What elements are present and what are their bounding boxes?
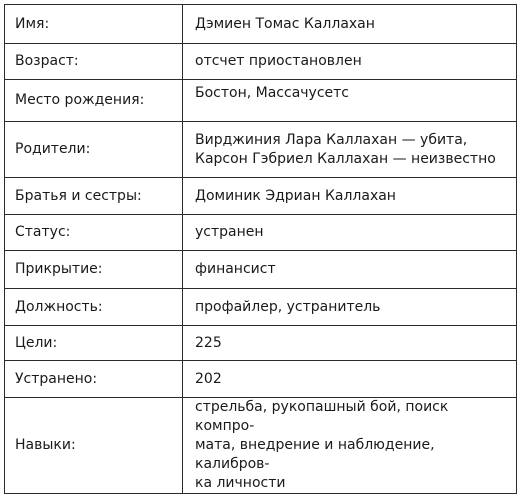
value-line: Бостон, Массачусетс [195,85,349,101]
value-line: 225 [195,334,222,351]
row-label-skills: Навыки: [5,398,183,494]
row-label-position: Должность: [5,289,183,326]
row-label-name: Имя: [5,5,183,44]
row-label-status: Статус: [5,215,183,251]
row-value-siblings [183,178,517,215]
row-label-parents: Родители: [5,122,183,178]
table-row [5,326,517,361]
row-label-age: Возраст: [5,44,183,80]
table-row [5,80,517,122]
value-line: Доминик Эдриан Каллахан [195,187,396,204]
table-row [5,251,517,289]
table-row [5,122,517,178]
table-row [5,44,517,80]
table-row [5,215,517,251]
value-line: 202 [195,370,222,387]
row-label-targets: Цели: [5,326,183,361]
row-label-birthplace: Место рождения: [5,80,183,122]
value-line: профайлер, устранитель [195,298,381,315]
row-value-name [183,5,517,44]
row-value-targets [183,326,517,361]
row-value-eliminated [183,361,517,398]
table-row [5,289,517,326]
dossier-table [4,4,517,494]
table-row [5,178,517,215]
row-value-skills [183,398,517,494]
row-value-cover [183,251,517,289]
value-line: мата, внедрение и наблюдение, калибров- [195,437,435,472]
value-line: отсчет приостановлен [195,53,362,69]
row-label-siblings: Братья и сестры: [5,178,183,215]
table-row [5,5,517,44]
value-line: Вирджиния Лара Каллахан — убита, [195,131,468,148]
value-line: Карсон Гэбриел Каллахан — неизвестно [195,150,496,167]
value-line: стрельба, рукопашный бой, поиск компро- [195,399,449,434]
value-line: финансист [195,261,276,277]
value-line: устранен [195,224,264,240]
row-label-cover: Прикрытие: [5,251,183,289]
row-value-birthplace [183,80,517,122]
row-value-position [183,289,517,326]
value-line: ка личности [195,475,286,491]
value-line: Дэмиен Томас Каллахан [195,15,375,32]
table-row [5,398,517,494]
row-label-eliminated: Устранено: [5,361,183,398]
row-value-status [183,215,517,251]
row-value-parents [183,122,517,178]
row-value-age [183,44,517,80]
table-row [5,361,517,398]
